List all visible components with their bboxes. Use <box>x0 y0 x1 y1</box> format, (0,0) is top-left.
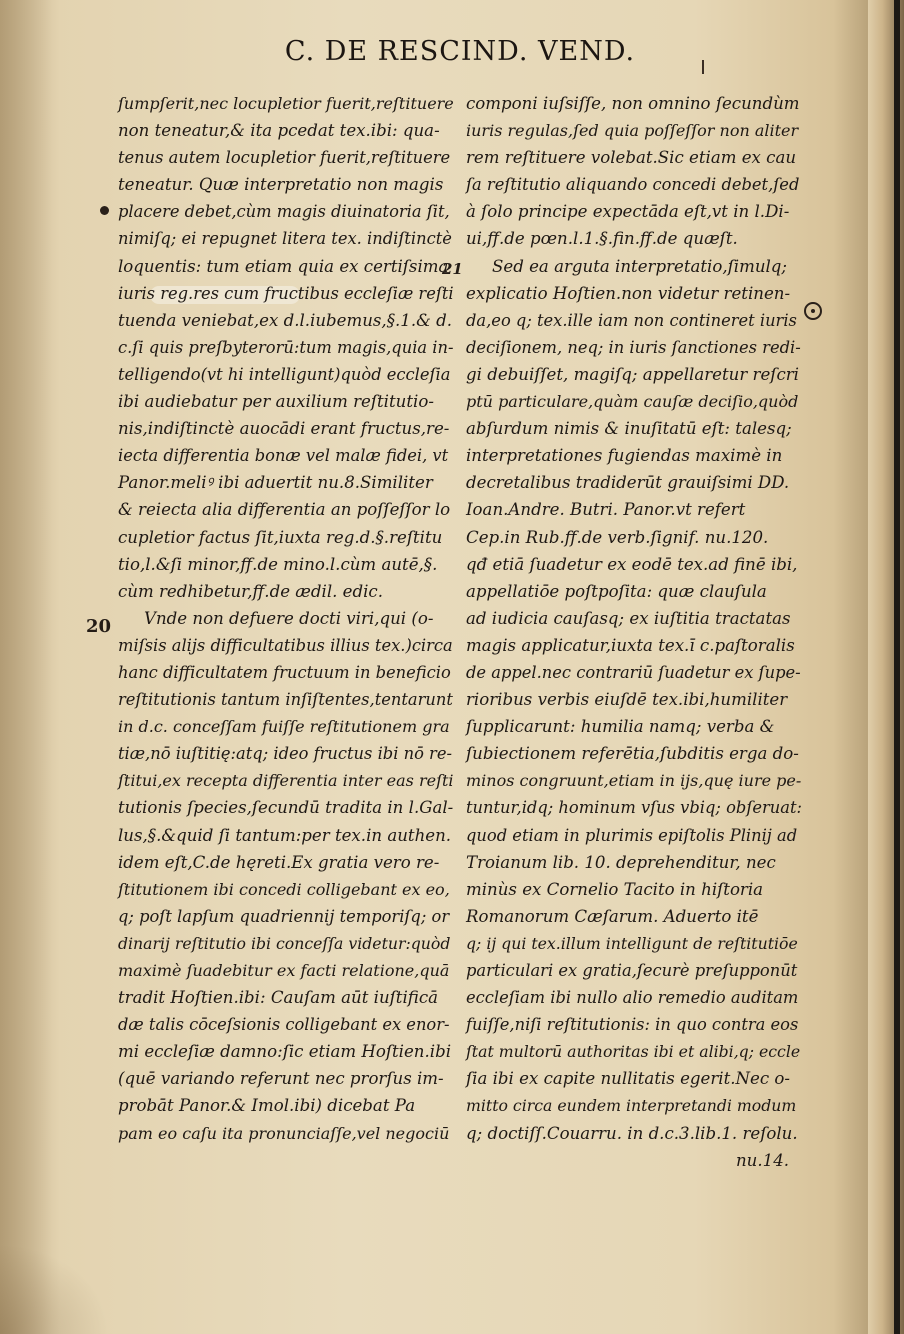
ink-tick-mark <box>702 60 704 74</box>
text-line: tenus autem locupletior fuerit,reſtituere <box>118 148 451 168</box>
text-line: placere debet,cùm magis diuinatoria ſit, <box>118 202 450 222</box>
text-line: à ſolo principe expectāda eſt,vt in l.Di- <box>466 202 790 222</box>
text-line: pam eo caſu ita pronunciaſſe,vel negociū <box>118 1123 450 1143</box>
text-line: Ioan.Andre. Butri. Panor.vt refert <box>466 500 746 520</box>
text-line: (quē variando referunt nec prorſus im- <box>118 1069 444 1089</box>
text-line: ſumpſerit,nec locupletior fuerit,reſtituere <box>118 94 454 113</box>
text-line: minùs ex Cornelio Tacito in hiſtoria <box>466 879 764 899</box>
page-corner-stain <box>0 1244 110 1334</box>
text-line: q; ij qui tex.illum intelligunt de reſtitutiōe <box>466 933 798 953</box>
ink-dot <box>100 206 109 215</box>
text-line: minos congruunt,etiam in ijs,quę iure pe- <box>466 771 802 791</box>
margin-number-20: 20 <box>86 616 112 637</box>
text-line: maximè ſuadebitur ex facti relatione,quā <box>118 961 450 980</box>
text-line: interpretationes fugiendas maximè in <box>466 446 783 466</box>
text-line: iuris reg.res cum fructibus eccleſiæ reſti <box>118 283 454 303</box>
text-line: Vnde non defuere docti viri,qui (o- <box>144 608 434 628</box>
running-header: C. DE RESCIND. VEND. <box>284 36 636 67</box>
text-line: cùm redhibetur,ff.de ædil. edic. <box>118 581 383 601</box>
text-line: & reiecta alia differentia an poſſeſſor lo <box>118 500 451 520</box>
text-line: deciſionem, neq; in iuris ſanctiones redi- <box>466 337 801 357</box>
text-line: dæ talis cōceſsionis colligebant ex enor- <box>118 1015 450 1035</box>
text-line: ad iudicia cauſasq; ex iuſtitia tractatas <box>466 608 791 628</box>
text-line: iuris regulas,ſed quia poſſeſſor non aliter <box>466 121 799 141</box>
text-line: probāt Panor.& Imol.ibi) dicebat Pa <box>118 1096 416 1116</box>
text-line: q; doctiſſ.Couarru. in d.c.3.lib.1. reſolu. <box>466 1123 798 1143</box>
text-line: abſurdum nimis & inuſitatū eſt: talesq; <box>466 419 792 439</box>
right-text-column <box>466 90 802 1174</box>
text-line: in d.c. conceſſam fuiſſe reſtitutionem gra <box>118 717 450 737</box>
text-line: lus,§.&quid ſi tantum:per tex.in authen. <box>118 825 452 845</box>
text-line: Panor.meliꝰ ibi aduertit nu.8.Similiter <box>118 473 433 493</box>
text-line: c.ſi quis preſbyterorū:tum magis,quia in- <box>118 337 454 357</box>
text-line: quod etiam in plurimis epiſtolis Plinij ad <box>466 825 798 845</box>
text-line: rioribus verbis eiuſdē tex.ibi,humiliter <box>466 690 788 710</box>
text-line: q; poſt lapſum quadriennij temporiſq; or <box>118 906 450 926</box>
margin-number-21: 21 <box>442 260 463 278</box>
text-line: tio,l.&ſi minor,ff.de mino.l.cùm autē,§. <box>118 554 438 574</box>
text-line: iecta differentia bonæ vel malæ fidei, vt <box>118 446 449 466</box>
text-line: non teneatur,& ita pcedat tex.ibi: qua- <box>118 121 440 141</box>
text-line: ſtat multorū authoritas ibi et alibi,q; eccle <box>466 1042 801 1062</box>
text-line: rem reſtituere volebat.Sic etiam ex cau <box>466 148 797 168</box>
text-line: miſsis alijs difficultatibus illius tex.)circa <box>118 635 453 655</box>
text-line: Romanorum Cæſarum. Aduerto itē <box>466 906 759 926</box>
text-line: tuntur,idq; hominum vſus vbiq; obſeruat: <box>466 798 802 818</box>
text-line: loquentis: tum etiam quia ex certiſsima <box>118 256 449 276</box>
text-line: ſubiectionem referētia,ſubditis erga do- <box>466 744 799 764</box>
text-line: mi eccleſiæ damno:ſic etiam Hoſtien.ibi <box>118 1042 452 1062</box>
text-line: nis,indiſtinctè auocādi erant fructus,re- <box>118 419 450 439</box>
text-line: decretalibus tradiderūt grauiſsimi DD. <box>466 473 790 493</box>
text-line: telligendo(vt hi intelligunt)quòd eccleſia <box>118 364 451 384</box>
text-line: dinarij reſtitutio ibi conceſſa videtur:quòd <box>118 933 451 953</box>
text-line: idem eſt,C.de hęreti.Ex gratia vero re- <box>118 852 440 872</box>
text-line: reſtitutionis tantum inſiſtentes,tentarunt <box>118 690 453 710</box>
text-line: Sed ea arguta interpretatio,ſimulq; <box>492 256 788 276</box>
text-line: fuiſſe,niſi reſtitutionis: in quo contra eos <box>466 1015 799 1035</box>
text-line: Cep.in Rub.ff.de verb.ſignif. nu.120. <box>466 527 769 547</box>
text-line: tiæ,nō iuſtitię:atq; ideo fructus ibi nō re- <box>118 744 452 764</box>
text-line: eccleſiam ibi nullo alio remedio auditam <box>466 988 799 1008</box>
text-line: nimiſq; ei repugnet litera tex. indiſtinctè <box>118 229 452 249</box>
text-line: componi iuſsiſſe, non omnino ſecundùm <box>466 94 800 113</box>
text-line: tradit Hoſtien.ibi: Cauſam aūt iuſtificā <box>118 988 439 1008</box>
text-line: mitto circa eundem interpretandi modum <box>466 1096 797 1116</box>
text-line: Troianum lib. 10. deprehenditur, nec <box>466 852 776 872</box>
text-line: explicatio Hoſtien.non videtur retinen- <box>466 283 791 303</box>
text-line: ui,ff.de pœn.l.1.§.fin.ff.de quæſt. <box>466 229 738 249</box>
text-line: magis applicatur,iuxta tex.ī c.paſtoralis <box>466 635 795 655</box>
circle-mark-icon <box>804 302 822 320</box>
text-line: appellatiōe poſtpoſita: quæ clauſula <box>466 581 767 601</box>
text-line: ſupplicarunt: humilia namq; verba & <box>466 717 775 737</box>
text-line: ibi audiebatur per auxilium reſtitutio- <box>118 392 434 412</box>
text-line: da,eo q; tex.ille iam non contineret iuris <box>466 310 797 330</box>
text-line: ſtitutionem ibi concedi colligebant ex eo, <box>118 879 450 899</box>
text-line: gi debuiſſet, magiſq; appellaretur reſcri <box>466 364 799 384</box>
text-line: de appel.nec contrariū ſuadetur ex ſupe- <box>466 662 801 682</box>
text-line: teneatur. Quæ interpretatio non magis <box>118 175 444 195</box>
text-line: qđ etiā ſuadetur ex eodē tex.ad finē ibi, <box>466 554 798 574</box>
text-line: tuenda veniebat,ex d.l.iubemus,§.1.& d. <box>118 310 453 330</box>
text-line: particulari ex gratia,ſecurè preſupponūt <box>466 961 798 980</box>
text-line: ſtitui,ex recepta differentia inter eas reſti <box>118 771 454 791</box>
text-line: cupletior factus ſit,iuxta reg.d.§.reſtitu <box>118 527 443 547</box>
text-line: ptū particulare,quàm cauſæ deciſio,quòd <box>466 392 799 412</box>
text-line: tutionis ſpecies,ſecundū tradita in l.Gal- <box>118 798 454 818</box>
text-line: ſa reſtitutio aliquando concedi debet,ſed <box>466 175 800 195</box>
book-spine <box>868 0 904 1334</box>
text-line: nu.14. <box>736 1150 790 1170</box>
text-line: hanc difficultatem fructuum in beneficio <box>118 662 451 682</box>
text-line: ſia ibi ex capite nullitatis egerit.Nec o- <box>466 1069 791 1089</box>
